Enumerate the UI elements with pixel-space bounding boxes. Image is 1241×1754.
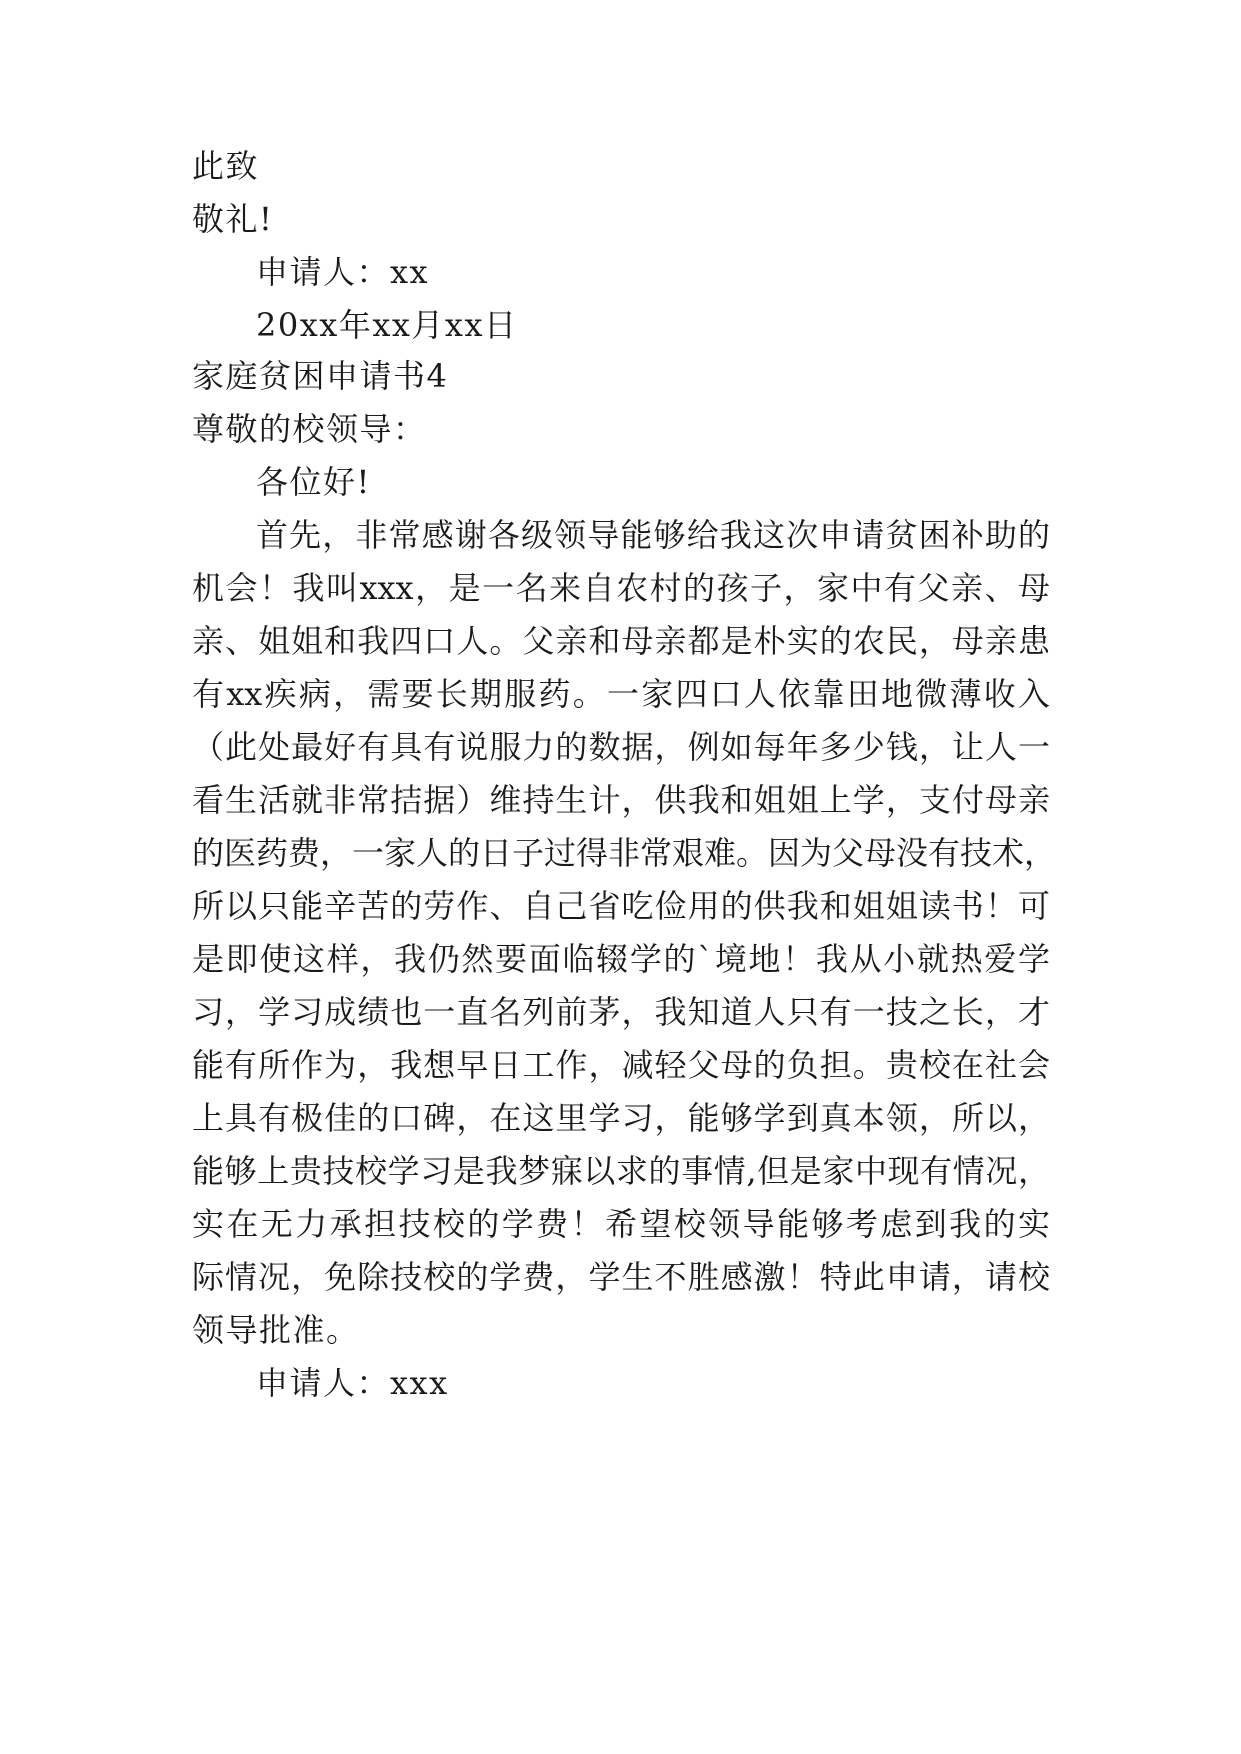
- body-line: 所以只能辛苦的劳作、自己省吃俭用的供我和姐姐读书！可: [192, 887, 1050, 925]
- body-line: 能够上贵技校学习是我梦寐以求的事情,但是家中现有情况，: [192, 1152, 1050, 1190]
- body-line: 上具有极佳的口碑，在这里学习，能够学到真本领，所以，: [192, 1099, 1050, 1137]
- body-line: 机会！我叫xxx，是一名来自农村的孩子，家中有父亲、母: [192, 569, 1050, 607]
- body-line: 有xx疾病，需要长期服药。一家四口人依靠田地微薄收入: [192, 675, 1050, 713]
- closing-regards: 敬礼!: [192, 200, 274, 238]
- closing-date: 20xx年xx月xx日: [256, 306, 518, 344]
- body-line: 习，学习成绩也一直名列前茅，我知道人只有一技之长，才: [192, 993, 1050, 1031]
- letter-applicant: 申请人：xxx: [256, 1364, 449, 1402]
- closing-salutation: 此致: [192, 147, 260, 185]
- closing-applicant: 申请人：xx: [256, 253, 430, 291]
- body-line: 的医药费，一家人的日子过得非常艰难。因为父母没有技术，: [192, 834, 1057, 872]
- body-line: 领导批准。: [192, 1311, 360, 1349]
- body-line: 看生活就非常拮据）维持生计，供我和姐姐上学，支付母亲: [192, 781, 1050, 819]
- body-line: 首先，非常感谢各级领导能够给我这次申请贫困补助的: [256, 516, 1050, 554]
- letter-title: 家庭贫困申请书4: [192, 357, 449, 395]
- body-line: 实在无力承担技校的学费！希望校领导能够考虑到我的实: [192, 1205, 1050, 1243]
- body-line: 际情况，免除技校的学费，学生不胜感激！特此申请，请校: [192, 1258, 1050, 1296]
- body-line: 是即使这样，我仍然要面临辍学的`境地！我从小就热爱学: [192, 940, 1050, 978]
- body-line: 亲、姐姐和我四口人。父亲和母亲都是朴实的农民，母亲患: [192, 622, 1050, 660]
- body-line: （此处最好有具有说服力的数据，例如每年多少钱，让人一: [192, 728, 1050, 766]
- letter-greeting: 各位好!: [256, 463, 371, 501]
- body-line: 能有所作为，我想早日工作，减轻父母的负担。贵校在社会: [192, 1046, 1050, 1084]
- letter-addressee: 尊敬的校领导：: [192, 410, 427, 448]
